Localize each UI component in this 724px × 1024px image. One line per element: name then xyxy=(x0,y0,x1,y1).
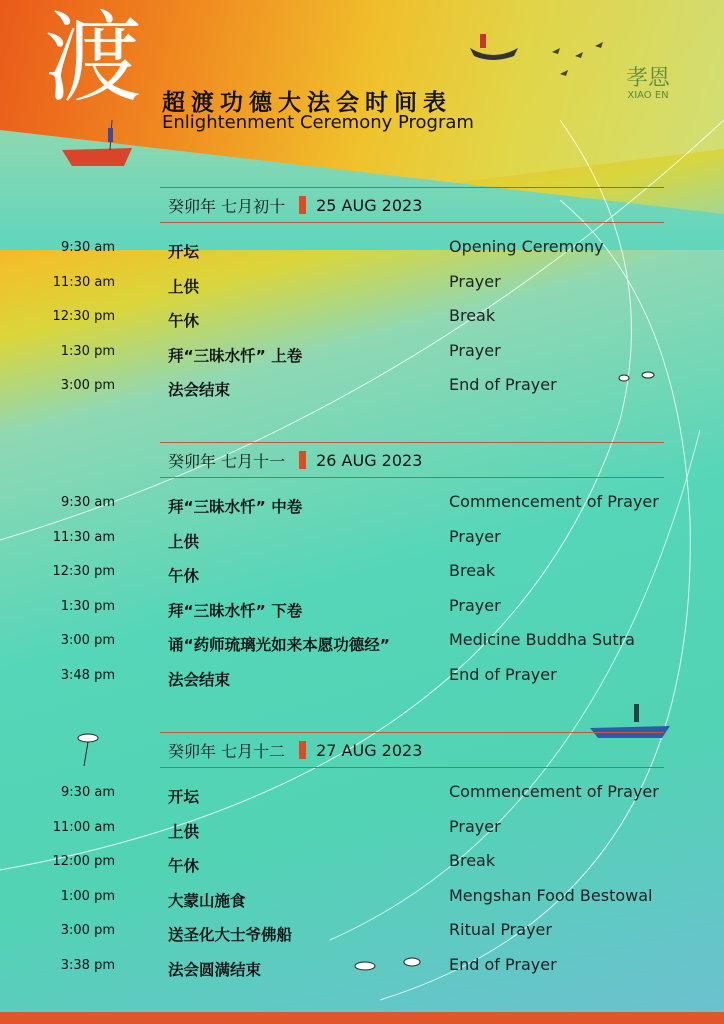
schedule-cn: 午休 xyxy=(168,567,200,585)
schedule-row xyxy=(0,596,724,631)
schedule-time: 12:30 pm xyxy=(52,564,115,579)
schedule-row xyxy=(0,630,724,665)
schedule-cn: 拜“三昧水忏” 中卷 xyxy=(168,498,303,516)
schedule-row xyxy=(0,851,724,886)
schedule-cn: 开坛 xyxy=(168,243,200,261)
xiao-en-logo xyxy=(626,68,670,101)
schedule-cn: 上供 xyxy=(168,277,200,296)
schedule-time: 3:00 pm xyxy=(60,633,115,648)
lunar-date: 癸卯年 七月十一 xyxy=(168,451,286,471)
schedule-row xyxy=(0,782,724,817)
schedule-row xyxy=(0,492,724,527)
day-section-2 xyxy=(0,442,724,699)
schedule-time: 12:00 pm xyxy=(52,854,115,869)
schedule-cn: 法会结束 xyxy=(168,670,231,689)
schedule-row xyxy=(0,237,724,272)
schedule-en: Break xyxy=(449,851,496,870)
schedule-time: 3:48 pm xyxy=(60,667,115,683)
schedule-time: 9:30 am xyxy=(61,785,115,800)
schedule-cn: 开坛 xyxy=(168,788,200,806)
schedule-time: 1:30 pm xyxy=(60,598,115,614)
schedule-en: End of Prayer xyxy=(449,375,557,394)
schedule-cn: 诵“药师琉璃光如来本愿功德经” xyxy=(168,636,390,654)
schedule-en: Ritual Prayer xyxy=(449,920,552,939)
bird-icons xyxy=(552,42,603,76)
red-boat-icon xyxy=(62,120,132,166)
schedule-cn: 拜“三昧水忏” 上卷 xyxy=(168,346,303,365)
schedule-time: 3:00 pm xyxy=(60,923,115,938)
schedule-en: End of Prayer xyxy=(449,664,557,684)
schedule-cn: 上供 xyxy=(168,822,200,841)
date-marker xyxy=(299,196,306,214)
schedule-time: 9:30 am xyxy=(61,240,115,255)
schedule-row xyxy=(0,527,724,562)
schedule-time: 11:30 am xyxy=(52,274,115,290)
schedule-en: Prayer xyxy=(449,816,501,836)
lunar-date: 癸卯年 七月初十 xyxy=(168,196,286,216)
schedule-row xyxy=(0,306,724,341)
schedule-en: Commencement of Prayer xyxy=(449,782,659,801)
schedule-row xyxy=(0,375,724,410)
date-marker xyxy=(299,741,306,759)
schedule-cn: 午休 xyxy=(168,857,200,875)
schedule-cn: 大蒙山施食 xyxy=(168,891,246,910)
schedule-en: End of Prayer xyxy=(449,954,557,974)
logo-glyph: 孝恩 xyxy=(626,66,671,91)
schedule-en: Prayer xyxy=(449,271,501,291)
schedule-time: 1:00 pm xyxy=(60,888,115,904)
schedule-row xyxy=(0,920,724,955)
schedule-en: Mengshan Food Bestowal xyxy=(449,885,653,905)
schedule-en: Opening Ceremony xyxy=(449,237,604,256)
day-header xyxy=(160,442,664,478)
schedule-time: 11:30 am xyxy=(52,529,115,545)
schedule-time: 1:30 pm xyxy=(60,343,115,359)
title-english: Enlightenment Ceremony Program xyxy=(162,112,474,133)
schedule-cn: 法会圆满结束 xyxy=(168,960,262,979)
schedule-time: 9:30 am xyxy=(61,495,115,510)
day-section-1 xyxy=(0,187,724,410)
schedule-en: Prayer xyxy=(449,526,501,546)
day-header xyxy=(160,732,664,768)
schedule-row xyxy=(0,561,724,596)
date-marker xyxy=(299,451,306,469)
lunar-date: 癸卯年 七月十二 xyxy=(168,741,286,761)
schedule-en: Medicine Buddha Sutra xyxy=(449,630,635,649)
schedule-row xyxy=(0,886,724,921)
day-header xyxy=(160,187,664,223)
schedule-cn: 午休 xyxy=(168,312,200,330)
schedule-en: Break xyxy=(449,306,496,325)
schedule-row xyxy=(0,817,724,852)
schedule-row xyxy=(0,272,724,307)
footer-bar xyxy=(0,1012,724,1024)
schedule-en: Break xyxy=(449,561,496,580)
schedule-cn: 法会结束 xyxy=(168,381,231,399)
title-chinese: 超渡功德大法会时间表 xyxy=(162,90,452,116)
dark-boat-icon xyxy=(470,34,518,60)
schedule-en: Commencement of Prayer xyxy=(449,492,659,511)
schedule-en: Prayer xyxy=(449,595,501,615)
schedule-cn: 拜“三昧水忏” 下卷 xyxy=(168,601,303,620)
gregorian-date: 25 AUG 2023 xyxy=(316,195,423,215)
schedule-row xyxy=(0,341,724,376)
schedule-cn: 送圣化大士爷佛船 xyxy=(168,926,293,944)
gregorian-date: 26 AUG 2023 xyxy=(316,450,423,470)
schedule-row xyxy=(0,955,724,990)
schedule-row xyxy=(0,665,724,700)
schedule-time: 11:00 am xyxy=(52,819,115,835)
hero-character: 渡 xyxy=(44,2,143,116)
schedule-en: Prayer xyxy=(449,340,501,360)
schedule-time: 3:00 pm xyxy=(60,378,115,393)
schedule-cn: 上供 xyxy=(168,532,200,551)
day-section-3 xyxy=(0,732,724,989)
logo-text: XIAO EN xyxy=(627,90,669,101)
gregorian-date: 27 AUG 2023 xyxy=(316,740,423,760)
schedule-time: 3:38 pm xyxy=(60,957,115,973)
schedule-time: 12:30 pm xyxy=(52,309,115,324)
